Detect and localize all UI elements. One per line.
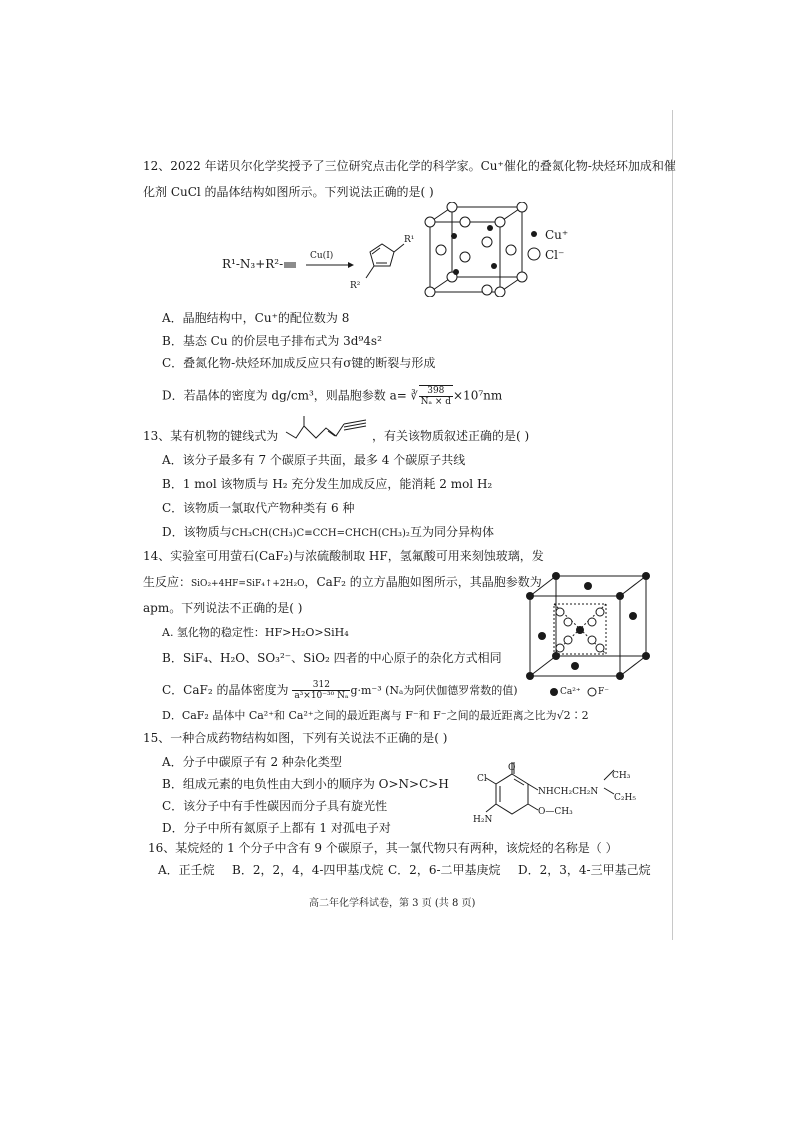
q14-stem-line1: 14、实验室可用萤石(CaF₂)与浓硫酸制取 HF，氢氟酸可用来刻蚀玻璃，发 [143, 549, 544, 563]
q14-option-b: B．SiF₄、H₂O、SO₃²⁻、SiO₂ 四者的中心原子的杂化方式相同 [162, 651, 502, 665]
q13-option-d-text: D．该物质与 [162, 525, 232, 539]
q16-option-b: B．2，2，4，4-四甲基戊烷 [232, 863, 384, 877]
q13-option-d [162, 524, 494, 542]
mol-amide-chain: NHCH₂CH₂N [538, 787, 599, 797]
q14-equation: SiO₂+4HF=SiF₄↑+2H₂O [191, 579, 305, 589]
page-footer: 高二年化学科试卷，第 3 页 (共 8 页) [309, 898, 476, 909]
q13-skeletal-formula [282, 414, 370, 448]
q15-option-d: D．分子中所有氮原子上都有 1 对孤电子对 [162, 821, 391, 835]
q15-stem: 15、一种合成药物结构如图，下列有关说法不正确的是( ) [143, 731, 448, 745]
q12-reaction-scheme [222, 222, 422, 297]
mol-ethyl-top: CH₃ [612, 771, 631, 781]
mol-h2n: H₂N [473, 815, 493, 825]
q12-reactants: R¹-N₃+R²- [222, 257, 284, 271]
q16-option-c: C．2，6-二甲基庚烷 [388, 863, 501, 877]
q15-option-a: A．分子中碳原子有 2 种杂化类型 [162, 755, 342, 769]
q14-c-denominator: a³×10⁻³⁰ Nₐ [294, 691, 349, 701]
q13-stem-suffix: ，有关该物质叙述正确的是( ) [372, 429, 530, 443]
q15-option-c: C．该分子中有手性碳因而分子具有旋光性 [162, 799, 388, 813]
legend-cu-label: Cu⁺ [545, 228, 569, 242]
q14-option-c-text: C．CaF₂ 的晶体密度为 [162, 683, 289, 697]
q12-product-r1: R¹ [404, 235, 415, 245]
q12-option-b: B．基态 Cu 的价层电子排布式为 3d⁹4s² [162, 334, 382, 348]
q13-d-formula: CH₃CH(CH₃)C≡CCH=CHCH(CH₃)₂ [231, 528, 410, 539]
mol-methoxy: O—CH₃ [538, 807, 573, 817]
q14-option-d: D．CaF₂ 晶体中 Ca²⁺和 Ca²⁺之间的最近距离与 F⁻和 F⁻之间的最近距离之比为√2∶2 [162, 709, 589, 722]
q13-d-suffix: 互为同分异构体 [409, 525, 494, 539]
q14-stem-line2-post: ，CaF₂ 的立方晶胞如图所示，其晶胞参数为 [304, 575, 542, 589]
legend-ca-label: Ca²⁺ [560, 687, 581, 697]
q12-d-numerator: 398 [419, 386, 453, 397]
caf2-unit-cell [524, 570, 652, 682]
q12-product-r2: R² [350, 281, 361, 291]
q12-stem-line2: 化剂 CuCl 的晶体结构如图所示。下列说法正确的是( ) [143, 185, 434, 199]
q12-option-a: A．晶胞结构中，Cu⁺的配位数为 8 [162, 311, 350, 325]
legend-cl-label: Cl⁻ [545, 248, 565, 262]
q12-d-denominator: Nₐ × d [420, 397, 451, 407]
q14-stem-line3: apm。下列说法不正确的是( ) [143, 601, 303, 615]
q12-stem-line1: 12、2022 年诺贝尔化学奖授予了三位研究点击化学的科学家。Cu⁺催化的叠氮化物-炔烃环加成和催 [143, 159, 676, 173]
q14-stem-line2 [143, 574, 542, 592]
q14-stem-line2-pre: 生反应： [143, 575, 192, 589]
q13-stem-prefix: 13、某有机物的键线式为 [143, 429, 279, 443]
legend-f-label: F⁻ [598, 687, 609, 697]
q14-c-suffix: g·m⁻³ (Nₐ为阿伏伽德罗常数的值) [350, 684, 518, 697]
mol-cl: Cl [477, 774, 487, 784]
q16-stem: 16、某烷烃的 1 个分子中含有 9 个碳原子，其一氯代物只有两种，该烷烃的名称是（ ） [148, 841, 618, 855]
q16-option-d: D．2，3，4-三甲基己烷 [518, 863, 651, 877]
q14-c-numerator: 312 [292, 680, 350, 691]
mol-ethyl-right: C₂H₅ [614, 793, 636, 803]
q13-option-b: B．1 mol 该物质与 H₂ 充分发生加成反应，能消耗 2 mol H₂ [162, 477, 493, 491]
q12-catalyst: Cu(I) [310, 251, 334, 261]
q14-option-a: A. 氢化物的稳定性：HF>H₂O>SiH₄ [162, 626, 349, 639]
q15-option-b: B．组成元素的电负性由大到小的顺序为 O>N>C>H [162, 777, 449, 791]
mol-carbonyl-o: O [508, 763, 516, 773]
q13-option-c: C．该物质一氯取代产物种类有 6 种 [162, 501, 355, 515]
q14-option-c [162, 680, 518, 701]
q12-option-c: C．叠氮化物-炔烃环加成反应只有σ键的断裂与形成 [162, 356, 436, 370]
cucl-unit-cell [422, 202, 532, 297]
q12-option-d-text: D．若晶体的密度为 dg/cm³，则晶胞参数 a= [162, 388, 407, 403]
q12-legend [526, 226, 546, 266]
q16-option-a: A．正壬烷 [158, 863, 215, 877]
q12-d-suffix: ×10⁷nm [453, 388, 503, 403]
q13-option-a: A．该分子最多有 7 个碳原子共面，最多 4 个碳原子共线 [162, 453, 466, 467]
page-edge-line [672, 110, 673, 940]
q12-option-d: D．若晶体的密度为 dg/cm³，则晶胞参数 a= ∛ $\frac{398}{\text{Nₐ × d}}$ ×10⁷nm [162, 386, 503, 407]
